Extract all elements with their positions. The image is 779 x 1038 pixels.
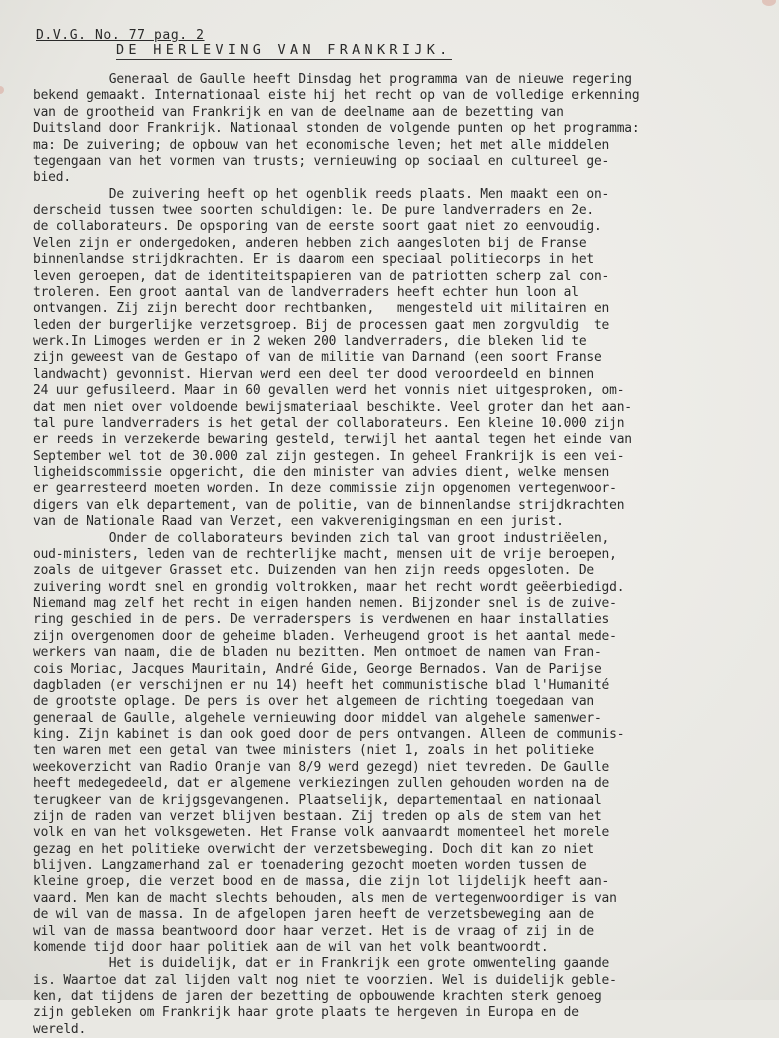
- text-line: zijn de raden van verzet blijven bestaan. Zij treden op als de stem van het: [33, 808, 602, 824]
- text-line: leven geroepen, dat de identiteitspapieren van de patriotten scherp zal con-: [33, 268, 610, 284]
- text-line: De zuivering heeft op het ogenblik reeds plaats. Men maakt een on-: [33, 186, 610, 202]
- text-line: komende tijd door haar politiek aan de wil van het volk beantwoordt.: [33, 939, 549, 955]
- text-line: kleine groep, die verzet bood en de massa, die zijn lot lijdelijk heeft aan-: [33, 874, 610, 890]
- paper-stain: [0, 86, 4, 94]
- text-line: de grootste oplage. De pers is over het algemeen de richting toegedaan van: [33, 694, 594, 710]
- text-line: er gearresteerd moeten worden. In deze commissie zijn opgenomen vertegenwoor-: [33, 481, 617, 497]
- text-line: wereld.: [33, 1021, 87, 1037]
- text-line: ring geschied in de pers. De verraderspers is verdwenen en haar installaties: [33, 612, 610, 628]
- text-line: troleren. Een groot aantal van de landverraders heeft echter hun loon al: [33, 284, 579, 300]
- text-line: werk.In Limoges werden er in 2 weken 200 landverraders, die bleken lid te: [33, 334, 587, 349]
- text-line: derscheid tussen twee soorten schuldigen: le. De pure landverraders en 2e.: [33, 203, 594, 218]
- text-line: is. Waartoe dat zal lijden valt nog niet te voorzien. Wel is duidelijk geble-: [33, 972, 617, 988]
- text-line: Het is duidelijk, dat er in Frankrijk een grote omwenteling gaande: [33, 956, 610, 972]
- text-line: zijn geweest van de Gestapo of van de militie van Darnand (een soort Franse: [33, 350, 602, 366]
- text-line: Onder de collaborateurs bevinden zich tal van groot industriëelen,: [33, 530, 610, 546]
- text-line: September wel tot de 30.000 zal zijn gestegen. In geheel Frankrijk is een vei-: [33, 448, 625, 464]
- text-line: de wil van de massa. In de afgelopen jaren heeft de verzetsbeweging aan de: [33, 907, 594, 923]
- article-body: [33, 72, 751, 1037]
- text-line: zuivering wordt snel en grondig voltrokken, maar het recht wordt geëerbiedigd.: [33, 579, 625, 595]
- text-line: bied.: [33, 170, 71, 186]
- text-line: er reeds in verzekerde bewaring gesteld, terwijl het aantal tegen het einde van: [33, 432, 632, 448]
- text-line: dat men niet over voldoende bewijsmateriaal beschikte. Veel groter dan het aan-: [33, 399, 632, 415]
- text-line: terugkeer van de krijgsgevangenen. Plaatselijk, departementaal en nationaal: [33, 792, 602, 808]
- text-line: king. Zijn kabinet is dan ook goed door de pers ontvangen. Alleen de communis-: [33, 727, 625, 742]
- text-line: zijn gebleken om Frankrijk haar grote plaats te hergeven in Europa en de: [33, 1005, 579, 1021]
- text-line: Niemand mag zelf het recht in eigen handen nemen. Bijzonder snel is de zuive-: [33, 596, 617, 611]
- text-line: binnenlandse strijdkrachten. Er is daarom een speciaal politiecorps in het: [33, 252, 594, 268]
- text-line: tegengaan van het vormen van trusts; vernieuwing op sociaal en cultureel ge-: [33, 153, 610, 169]
- text-line: landwacht) gevonnist. Hiervan werd een deel ter dood veroordeeld en binnen: [33, 366, 594, 382]
- text-line: vaard. Men kan de macht slechts behouden, als men de vertegenwoordiger is van: [33, 890, 617, 906]
- document-title: DE HERLEVING VAN FRANKRIJK.: [116, 42, 452, 58]
- text-line: heeft medegedeeld, dat er algemene verkiezingen zullen gehouden worden na de: [33, 776, 610, 792]
- text-line: Velen zijn er ondergedoken, anderen hebben zich aangesloten bij de Franse: [33, 235, 587, 251]
- text-line: weekoverzicht van Radio Oranje van 8/9 werd gezegd) niet tevreden. De Gaulle: [33, 759, 610, 775]
- document-reference: D.V.G. No. 77 pag. 2: [36, 28, 205, 43]
- text-line: volk en van het volksgeweten. Het Franse volk aanvaardt momenteel het morele: [33, 825, 610, 841]
- text-line: tal pure landverraders is het getal der collaborateurs. Een kleine 10.000 zijn: [33, 415, 625, 431]
- text-line: ligheidscommissie opgericht, die den minister van advies dient, welke mensen: [33, 465, 610, 480]
- text-line: bekend gemaakt. Internationaal eiste hij het recht op van de volledige erkenning: [33, 88, 640, 104]
- text-line: van de grootheid van Frankrijk en van de deelname aan de bezetting van: [33, 104, 564, 120]
- text-line: zijn overgenomen door de geheime bladen. Verheugend groot is het aantal mede-: [33, 628, 617, 644]
- text-line: dagbladen (er verschijnen er nu 14) heeft het communistische blad l'Humanité: [33, 677, 610, 693]
- text-line: oud-ministers, leden van de rechterlijke macht, mensen uit de vrije beroepen,: [33, 546, 617, 562]
- text-line: ma: De zuivering; de opbouw van het economische leven; het met alle middelen: [33, 137, 610, 153]
- paper-stain: [762, 0, 776, 6]
- text-line: ontvangen. Zij zijn berecht door rechtbanken, mengesteld uit militairen en: [33, 301, 610, 317]
- text-line: van de Nationale Raad van Verzet, een vakverenigingsman en een jurist.: [33, 514, 564, 530]
- text-line: zoals de uitgever Grasset etc. Duizenden van hen zijn reeds opgesloten. De: [33, 563, 594, 579]
- text-line: ken, dat tijdens de jaren der bezetting de opbouwende krachten sterk genoeg: [33, 989, 602, 1004]
- text-line: werkers van naam, die de bladen nu bezitten. Men ontmoet de namen van Fran-: [33, 645, 602, 661]
- document-header: [36, 28, 756, 68]
- text-line: leden der burgerlijke verzetsgroep. Bij de processen gaat men zorgvuldig te: [33, 317, 610, 333]
- text-line: generaal de Gaulle, algehele vernieuwing door middel van algehele samenwer-: [33, 710, 602, 726]
- text-line: gezag en het politieke overwicht der verzetsbeweging. Doch dit kan zo niet: [33, 841, 594, 857]
- text-line: de collaborateurs. De opsporing van de eerste soort gaat niet zo eenvoudig.: [33, 219, 602, 235]
- text-line: blijven. Langzamerhand zal er toenadering gezocht moeten worden tussen de: [33, 858, 587, 873]
- text-line: wil van de massa beantwoord door haar verzet. Het is de vraag of zij in de: [33, 923, 594, 939]
- text-line: Duitsland door Frankrijk. Nationaal stonden de volgende punten op het programma:: [33, 121, 640, 137]
- text-line: Generaal de Gaulle heeft Dinsdag het programma van de nieuwe regering: [33, 72, 632, 87]
- text-line: ten waren met een getal van twee ministers (niet 1, zoals in het politieke: [33, 743, 594, 759]
- text-line: digers van elk departement, van de politie, van de binnenlandse strijdkrachten: [33, 497, 625, 513]
- text-line: cois Moriac, Jacques Mauritain, André Gide, George Bernados. Van de Parijse: [33, 661, 602, 677]
- text-line: 24 uur gefusileerd. Maar in 60 gevallen werd het vonnis niet uitgesproken, om-: [33, 383, 625, 399]
